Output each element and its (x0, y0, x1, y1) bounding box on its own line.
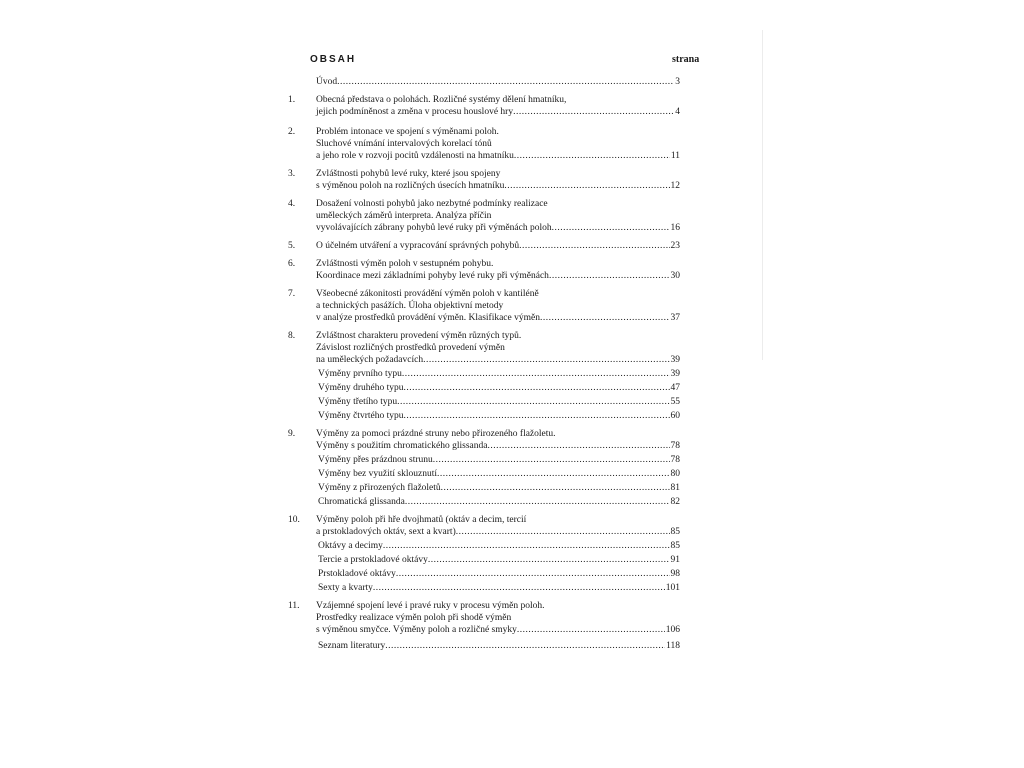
chapter-number: 6. (288, 259, 296, 269)
toc-entry (288, 76, 680, 88)
toc-entry (288, 428, 680, 452)
entry-title-line: vyvolávajících zábrany pohybů levé ruky při výměnách poloh (316, 223, 552, 233)
toc-entry (288, 94, 680, 118)
entry-body (318, 368, 680, 380)
entry-title-line: Tercie a prstokladové oktávy (318, 555, 428, 565)
page-number: 60 (670, 411, 680, 421)
dot-leader (405, 496, 670, 508)
toc-subentry (288, 568, 680, 580)
dot-leader (488, 440, 670, 452)
entry-title-line: Výměny druhého typu (318, 383, 404, 393)
entry-body (318, 454, 680, 466)
entry-title-line: Vzájemné spojení levé i pravé ruky v procesu výměn poloh. (316, 601, 545, 611)
page-number: 91 (670, 555, 680, 565)
entry-title-line: uměleckých záměrů interpreta. Analýza příčin (316, 211, 492, 221)
chapter-number: 2. (288, 127, 296, 137)
entry-body (316, 76, 680, 88)
entry-title-line: Zvláštnosti výměn poloh v sestupném pohybu. (316, 259, 494, 269)
dot-leader (549, 270, 670, 282)
page-number: 78 (670, 441, 680, 451)
entry-body (316, 258, 680, 282)
entry-body (318, 382, 680, 394)
dot-leader (385, 640, 665, 652)
entry-last-line (318, 568, 680, 580)
entry-title-line: na uměleckých požadavcích (316, 355, 424, 365)
chapter-number: 5. (288, 241, 296, 251)
toc-subentry (288, 554, 680, 566)
table-of-contents (288, 76, 680, 652)
dot-leader (514, 150, 670, 162)
entry-last-line (316, 240, 680, 252)
entry-title-line: Obecná představa o polohách. Rozličné systémy dělení hmatníku, (316, 95, 567, 105)
entry-last-line (316, 150, 680, 162)
entry-last-line (316, 222, 680, 234)
entry-title-line: Výměny bez využití sklouznutí (318, 469, 437, 479)
entry-last-line (316, 106, 680, 118)
entry-body (316, 94, 680, 118)
dot-leader (423, 354, 669, 366)
entry-last-line (316, 180, 680, 192)
dot-leader (373, 582, 665, 594)
chapter-number: 11. (288, 601, 300, 611)
dot-leader (540, 312, 670, 324)
page-number: 85 (670, 541, 680, 551)
dot-leader (396, 568, 670, 580)
dot-leader (456, 526, 670, 538)
page-number: 82 (670, 497, 680, 507)
toc-entry (288, 168, 680, 192)
entry-last-line (318, 396, 680, 408)
entry-title-line: Výměny s použitím chromatického glissanda (316, 441, 488, 451)
entry-last-line (316, 354, 680, 366)
entry-body (318, 482, 680, 494)
entry-last-line (318, 554, 680, 566)
entry-title-line: Prstokladové oktávy (318, 569, 396, 579)
dot-leader (433, 454, 670, 466)
entry-last-line (318, 582, 680, 594)
entry-title-line: Problém intonace ve spojení s výměnami poloh. (316, 127, 499, 137)
dot-leader (519, 240, 669, 252)
page-number: 80 (670, 469, 680, 479)
page-number: 98 (670, 569, 680, 579)
dot-leader (517, 624, 665, 636)
entry-last-line (316, 270, 680, 282)
entry-last-line (318, 454, 680, 466)
entry-title-line: Výměny čtvrtého typu (318, 411, 404, 421)
toc-entry (288, 330, 680, 366)
entry-title-line: Výměny prvního typu (318, 369, 402, 379)
entry-body (316, 330, 680, 366)
entry-title-line: Sluchové vnímání intervalových korelací tónů (316, 139, 492, 149)
entry-title-line: Všeobecné zákonitosti provádění výměn poloh v kantiléně (316, 289, 539, 299)
entry-title-line: s výměnou smyčce. Výměny poloh a rozličné smyky (316, 625, 517, 635)
entry-last-line (318, 468, 680, 480)
entry-body (316, 168, 680, 192)
page-number: 11 (670, 151, 680, 161)
toc-subentry (288, 482, 680, 494)
entry-last-line (318, 368, 680, 380)
toc-entry (288, 258, 680, 282)
entry-body (318, 396, 680, 408)
entry-last-line (316, 440, 680, 452)
page-number: 4 (675, 107, 680, 117)
entry-title-line: a technických pasážích. Úloha objektivní metody (316, 301, 504, 311)
entry-title-line: v analýze prostředků provádění výměn. Klasifikace výměn (316, 313, 540, 323)
page-number: 55 (670, 397, 680, 407)
toc-subentry (288, 396, 680, 408)
page-number: 3 (675, 77, 680, 87)
entry-body (316, 288, 680, 324)
entry-title-line: Prostředky realizace výměn poloh při shodě výměn (316, 613, 512, 623)
toc-entry (288, 126, 680, 162)
dot-leader (402, 368, 670, 380)
entry-last-line (318, 496, 680, 508)
entry-title-line: jejich podmíněnost a změna v procesu houslové hry (316, 107, 514, 117)
entry-title-line: Výměny přes prázdnou strunu (318, 455, 433, 465)
toc-subentry (288, 468, 680, 480)
entry-title-line: a prstokladových oktáv, sext a kvart) (316, 527, 456, 537)
entry-last-line (318, 540, 680, 552)
toc-subentry (288, 368, 680, 380)
toc-entry (288, 198, 680, 234)
dot-leader (403, 410, 669, 422)
entry-body (318, 640, 680, 652)
chapter-number: 1. (288, 95, 296, 105)
entry-body (318, 468, 680, 480)
entry-body (316, 600, 680, 636)
entry-title-line: Výměny třetího typu (318, 397, 398, 407)
toc-entry (288, 240, 680, 252)
dot-leader (383, 540, 670, 552)
entry-body (318, 496, 680, 508)
toc-entry (288, 514, 680, 538)
entry-title-line: Sexty a kvarty (318, 583, 373, 593)
dot-leader (504, 180, 669, 192)
entry-body (318, 568, 680, 580)
page-number: 16 (670, 223, 680, 233)
toc-subentry (288, 496, 680, 508)
page-number: 81 (670, 483, 680, 493)
entry-title-line: s výměnou poloh na rozličných úsecích hmatníku (316, 181, 505, 191)
entry-last-line (316, 526, 680, 538)
entry-title-line: Seznam literatury (318, 641, 386, 651)
entry-title-line: O účelném utváření a vypracování správných pohybů (316, 241, 520, 251)
chapter-number: 9. (288, 429, 296, 439)
toc-heading: OBSAH (310, 54, 357, 65)
toc-subentry (288, 382, 680, 394)
toc-subentry (288, 540, 680, 552)
entry-title-line: Výměny z přirozených flažoletů (318, 483, 441, 493)
entry-title-line: Koordinace mezi základními pohyby levé ruky při výměnách (316, 271, 549, 281)
page-number: 39 (670, 355, 680, 365)
chapter-number: 7. (288, 289, 296, 299)
entry-title-line: Dosažení volnosti pohybů jako nezbytné podmínky realizace (316, 199, 548, 209)
page-number: 37 (670, 313, 680, 323)
entry-title-line: Zvláštnosti pohybů levé ruky, které jsou spojeny (316, 169, 501, 179)
chapter-number: 4. (288, 199, 296, 209)
chapter-number: 8. (288, 331, 296, 341)
dot-leader (441, 482, 670, 494)
entry-title-line: Výměny poloh při hře dvojhmatů (oktáv a decim, tercií (316, 515, 527, 525)
dot-leader (397, 396, 669, 408)
entry-body (316, 514, 680, 538)
entry-title-line: Výměny za pomoci prázdné struny nebo přirozeného flažoletu. (316, 429, 556, 439)
entry-title-line: Úvod (316, 77, 338, 87)
entry-title-line: Chromatická glissanda (318, 497, 405, 507)
page-number: 85 (670, 527, 680, 537)
page-number: 12 (670, 181, 680, 191)
entry-body (316, 126, 680, 162)
entry-last-line (316, 624, 680, 636)
toc-subentry (288, 454, 680, 466)
page-column-label: strana (672, 54, 700, 65)
entry-body (318, 582, 680, 594)
entry-body (318, 410, 680, 422)
toc-entry (288, 600, 680, 636)
entry-title-line: Zvláštnost charakteru provedení výměn různých typů. (316, 331, 522, 341)
entry-last-line (318, 410, 680, 422)
toc-subentry (288, 582, 680, 594)
entry-body (318, 540, 680, 552)
entry-title-line: a jeho role v rozvoji pocitů vzdálenosti na hmatníku (316, 151, 514, 161)
entry-last-line (318, 640, 680, 652)
dot-leader (513, 106, 674, 118)
entry-body (316, 428, 680, 452)
dot-leader (404, 382, 670, 394)
dot-leader (552, 222, 670, 234)
page-number: 106 (665, 625, 680, 635)
entry-body (316, 240, 680, 252)
entry-body (318, 554, 680, 566)
entry-title-line: Oktávy a decimy (318, 541, 383, 551)
toc-subentry (288, 640, 680, 652)
entry-title-line: Závislost rozličných prostředků provedení výměn (316, 343, 505, 353)
toc-entry (288, 288, 680, 324)
page-number: 30 (670, 271, 680, 281)
entry-body (316, 198, 680, 234)
entry-last-line (318, 482, 680, 494)
chapter-number: 3. (288, 169, 296, 179)
page-number: 39 (670, 369, 680, 379)
entry-last-line (316, 76, 680, 88)
toc-subentry (288, 410, 680, 422)
chapter-number: 10. (288, 515, 300, 525)
entry-last-line (316, 312, 680, 324)
page-number: 118 (666, 641, 680, 651)
page-number: 101 (665, 583, 680, 593)
page-edge-line (762, 30, 763, 360)
page-number: 47 (670, 383, 680, 393)
page-number: 78 (670, 455, 680, 465)
dot-leader (437, 468, 670, 480)
dot-leader (428, 554, 670, 566)
entry-last-line (318, 382, 680, 394)
page-number: 23 (670, 241, 680, 251)
dot-leader (337, 76, 674, 88)
